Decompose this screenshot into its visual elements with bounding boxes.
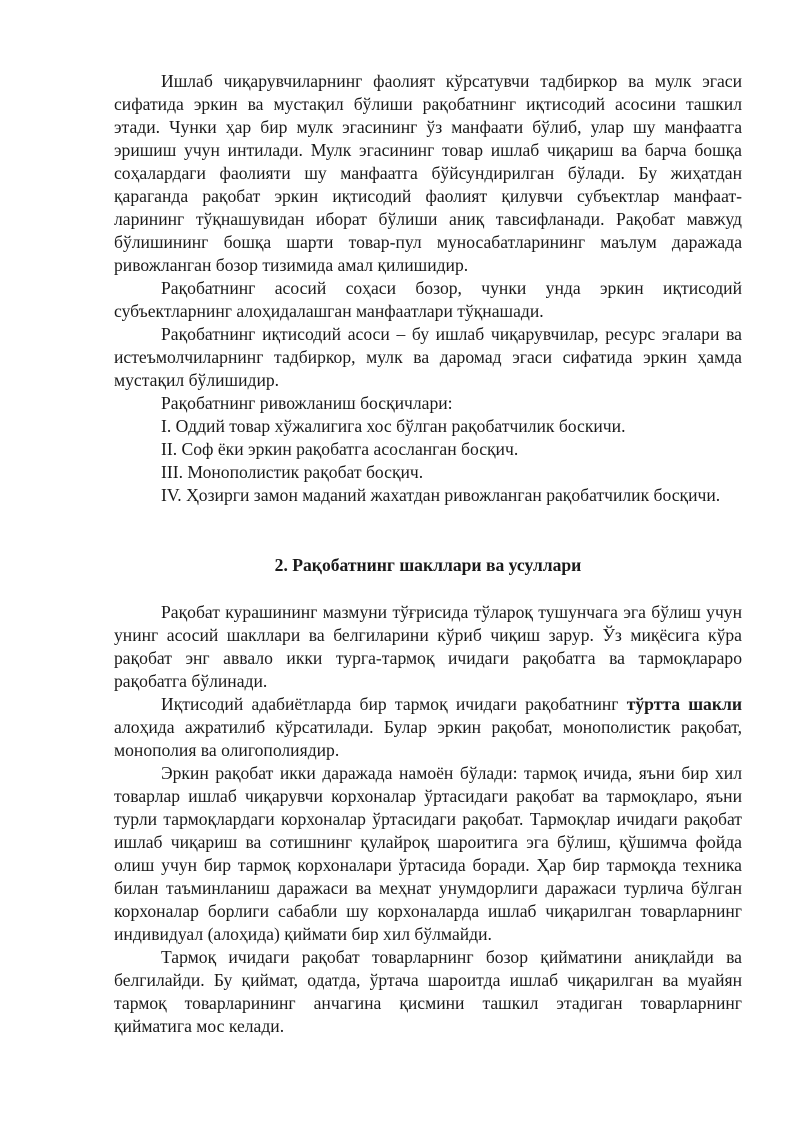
four-forms-text-start: Иқтисодий адабиётларда бир тармоқ ичидаги рақобатнинг xyxy=(161,694,627,714)
stage-item: IV. Ҳозирги замон маданий жахатдан ривожланган рақобатчилик босқичи. xyxy=(161,485,721,505)
paragraph-economic-basis: Ишлаб чиқарувчиларнинг фаолият кўрсатувчи тадбиркор ва мулк эгаси сифатида эркин ва мустақил бўлиши рақобатнинг иқтисодий асосини ташкил этади. Чунки ҳар бир мулк эгасининг ўз манфаати бўлиб, улар шу манфаатга эришиш учун интилади. Мулк эгасининг товар ишлаб чиқариш ва барча бошқа соҳалардаги фаолияти шу манфаатга бўйсундирилган бўлади. Бу жиҳатдан қараганда рақобат эркин иқтисодий фаолият қилувчи субъектлар манфаат-ларининг тўқнашувидан иборат бўлиши аниқ тавсифланади. Рақобат мавжуд бўлишининг бошқа шарти товар-пул муносабатларининг маълум даражада ривожланган бозор тизимида амал қилишидир. xyxy=(114,71,742,275)
paragraph-competition-basis: Рақобатнинг иқтисодий асоси – бу ишлаб чиқарувчилар, ресурс эгалари ва истеъмолчиларнинг тадбиркор, мулк ва даромад эгаси сифатида эркин ҳамда мустақил бўлишидир. xyxy=(114,324,742,390)
stages-title: Рақобатнинг ривожланиш босқичлари: xyxy=(161,393,453,413)
spacer xyxy=(114,577,742,601)
spacer xyxy=(114,507,742,554)
four-forms-text-end: алоҳида ажратилиб кўрсатилади. Булар эркин рақобат, монополистик рақобат, монополия ва олигополиядир. xyxy=(114,717,742,760)
document-page xyxy=(114,70,742,1038)
stage-item: I. Оддий товар хўжалигига хос бўлган рақобатчилик боскичи. xyxy=(161,416,626,436)
stage-item: III. Монополистик рақобат босқич. xyxy=(161,462,424,482)
paragraph-four-forms xyxy=(114,693,742,762)
paragraph-forms-intro: Рақобат курашининг мазмуни тўғрисида тўлароқ тушунчага эга бўлиш учун унинг асосий шакллари ва белгиларини кўриб чиқиш зарур. Ўз миқёсига кўра рақобат энг аввало икки турга-тармоқ ичидаги рақобатга ва тармоқлараро рақобатга бўлинади. xyxy=(114,602,742,691)
paragraph-market-sphere: Рақобатнинг асосий соҳаси бозор, чунки унда эркин иқтисодий субъектларнинг алоҳидалашган манфаатлари тўқнашади. xyxy=(114,278,742,321)
paragraph-free-competition: Эркин рақобат икки даражада намоён бўлади: тармоқ ичида, яъни бир хил товарлар ишлаб чиқарувчи корхоналар ўртасидаги рақобат ва тармоқларо, яъни турли тармоқлардаги корхоналар ўртасидаги рақобат. Тармоқлар ичидаги рақобат ишлаб чиқариш ва сотишнинг қулайроқ шароитига эга бўлиш, қўшимча фойда олиш учун бир тармоқ корхоналари ўртасида боради. Ҳар бир тармоқда техника билан таъминланиш даражаси ва меҳнат унумдорлиги даражаси турлича бўлган корхоналар борлиги сабабли шу корхоналарда ишлаб чиқарилган товарларнинг индивидуал (алоҳида) қиймати бир хил бўлмайди. xyxy=(114,763,742,944)
stage-item: II. Соф ёки эркин рақобатга асосланган босқич. xyxy=(161,439,519,459)
four-forms-bold: тўртта шакли xyxy=(626,694,743,714)
section-heading: 2. Рақобатнинг шакллари ва усуллари xyxy=(274,555,582,575)
paragraph-market-value: Тармоқ ичидаги рақобат товарларнинг бозор қийматини аниқлайди ва белгилайди. Бу қиймат, одатда, ўртача шароитда ишлаб чиқарилган ва муайян тармоқ товарларининг анчагина қисмини ташкил этадиган товарларнинг қийматига мос келади. xyxy=(114,947,742,1036)
